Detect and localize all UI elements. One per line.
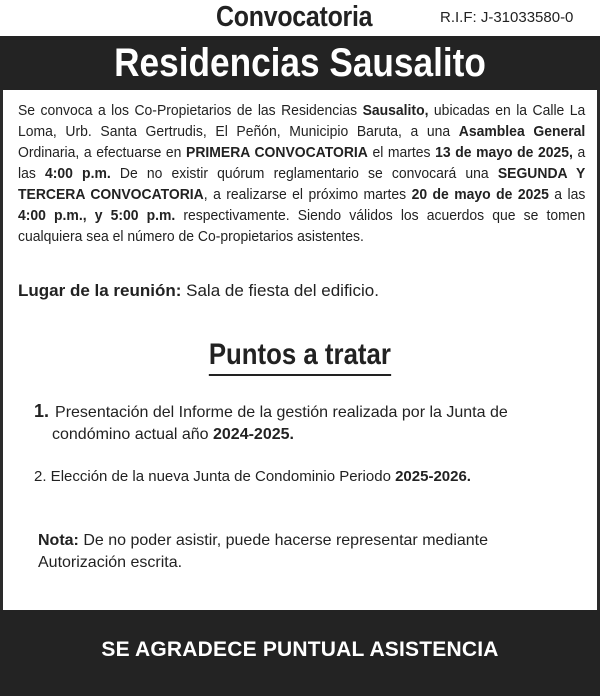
note-text-2: Autorización escrita.	[38, 554, 183, 571]
meeting-place-value: Sala de fiesta del edificio.	[181, 281, 379, 300]
body-bold-6: SEGUNDA Y TERCERA CONVOCATORIA	[18, 165, 586, 203]
agenda-item-2-period: 2025-2026.	[395, 468, 471, 485]
body-bold-4: 13 de mayo de 2025,	[435, 144, 573, 161]
agenda-item-1-text: Presentación del Informe de la gestión realizada por la Junta de	[55, 404, 508, 421]
agenda-heading	[0, 338, 600, 376]
body-text-5: a las	[18, 144, 586, 182]
body-text-2: ubicadas en la Calle La Loma, Urb. Santa Gertrudis, El Peñón, Municipio Baruta, a una	[18, 102, 586, 140]
agenda-item-2-number: 2.	[34, 468, 47, 485]
body-paragraph	[18, 100, 585, 247]
meeting-place-label: Lugar de la reunión:	[18, 281, 182, 300]
agenda-item-1	[34, 400, 564, 446]
body-text-9: respectivamente. Siendo válidos los acuerdos que se tomen cualquiera sea el número de Co-propietarios asistentes.	[18, 207, 586, 245]
body-bold-7: 20 de mayo de 2025	[411, 186, 549, 203]
body-text-7: , a realizarse el próximo martes	[203, 186, 412, 203]
body-text-1: Se convoca a los Co-Propietarios de las Residencias	[18, 102, 363, 119]
body-bold-8: 4:00 p.m., y 5:00 p.m.	[18, 207, 176, 224]
footer-text: SE AGRADECE PUNTUAL ASISTENCIA	[101, 638, 499, 661]
notice-title: Residencias Sausalito	[114, 41, 486, 85]
agenda-item-2-text: Elección de la nueva Junta de Condominio Periodo	[46, 468, 396, 485]
header-strip	[0, 0, 600, 36]
rif-number: R.I.F: J-31033580-0	[440, 9, 574, 26]
agenda-heading-text: Puntos a tratar	[209, 338, 391, 376]
body-bold-2: Asamblea General	[458, 123, 586, 140]
agenda-item-1-period: 2024-2025.	[213, 426, 294, 443]
agenda-item-1-text-cont: condómino actual año	[52, 426, 213, 443]
body-text-4: el martes	[367, 144, 436, 161]
body-bold-3: PRIMERA CONVOCATORIA	[186, 144, 368, 161]
agenda-item-2	[34, 466, 574, 488]
note-label: Nota:	[38, 532, 79, 549]
body-text-8: a las	[548, 186, 586, 203]
body-bold-1: Sausalito,	[362, 102, 429, 119]
header-label: Convocatoria	[216, 1, 373, 33]
body-text-6: De no existir quórum reglamentario se convocará una	[110, 165, 498, 182]
note	[38, 530, 578, 574]
body-bold-5: 4:00 p.m.	[44, 165, 111, 182]
agenda-item-1-number: 1.	[34, 401, 50, 421]
body-text-3: Ordinaria, a efectuarse en	[18, 144, 187, 161]
meeting-place	[18, 279, 379, 303]
note-text-1: De no poder asistir, puede hacerse representar mediante	[78, 532, 489, 549]
